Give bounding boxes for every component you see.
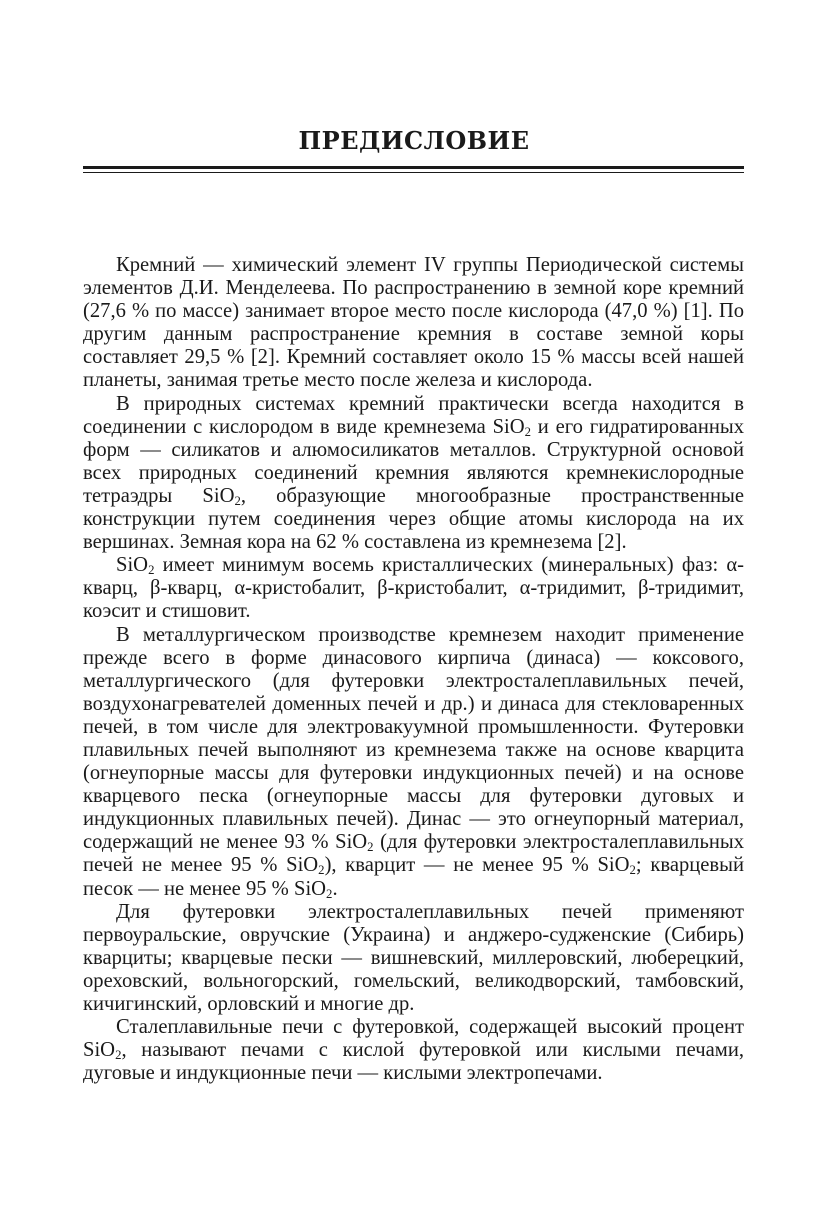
text-run: ), кварцит — не менее 95 % SiO: [324, 854, 630, 877]
subscript: 2: [367, 840, 374, 855]
subscript: 2: [148, 563, 155, 578]
subscript: 2: [524, 424, 532, 439]
subscript: 2: [234, 494, 241, 509]
text-run: Для футеровки электросталеплавильных печей применяют первоуральские, овручские (Украина) и анджеро-судженские (Сибирь) кварциты; кварцевые пески — вишневский, миллеровский, люберецкий, ореховский, вольногорский, гомельский, великодворский, тамбовский, кичигинский, орловский и многие др.: [83, 900, 744, 1015]
subscript: 2: [629, 863, 636, 878]
text-run: Кремний — химический элемент IV группы Периодической системы элементов Д.И. Менделеева. По распространению в земной коре кремний (27,6 % по массе) занимает второе место после кислорода (47,0 %) [1]. По другим данным распространение кремния в составе земной коры составляет 29,5 % [2]. Кремний составляет около 15 % массы всей нашей планеты, занимая третье место после железа и кислорода.: [83, 254, 744, 392]
paragraph: [83, 1016, 744, 1085]
text-run: и его гидратированных форм — силикатов и алюмосиликатов металлов. Структурной основой всех природных соединений кремния являются кремнекислородные тетраэдры SiO: [83, 415, 744, 507]
text-run: ; кварцевый песок — не менее 95 % SiO: [83, 854, 744, 900]
paragraph: [83, 554, 744, 623]
subscript: 2: [115, 1048, 122, 1063]
paragraph: [83, 393, 744, 555]
text-run: В природных системах кремний практически всегда находится в соединении с кислородом в виде кремнезема SiO: [83, 392, 744, 438]
text-run: В металлургическом производстве кремнезем находит применение прежде всего в форме динасового кирпича (динаса) — коксового, металлургического (для футеровки электросталеплавильных печей, воздухонагревателей доменных печей и др.) и динаса для стекловаренных печей, в том числе для электровакуумной промышленности. Футеровки плавильных печей выполняют из кремнезема также на основе кварцита (огнеупорные массы для футеровки индукционных печей) и на основе кварцевого песка (огнеупорные массы для футеровки дуговых и индукционных плавильных печей). Динас — это огнеупорный материал, содержащий не менее 93 % SiO: [83, 623, 744, 854]
text-run: Сталеплавильные печи с футеровкой, содержащей высокий процент SiO: [83, 1016, 744, 1062]
subscript: 2: [318, 863, 325, 878]
text-run: .: [332, 877, 338, 900]
page-title: ПРЕДИСЛОВИЕ: [298, 126, 530, 155]
text-run: SiO: [116, 554, 149, 577]
title-rule-thin: [83, 172, 744, 173]
paragraph: [83, 901, 744, 1016]
body-text: [83, 254, 744, 1085]
paragraph: [83, 254, 744, 393]
text-run: , называют печами с кислой футеровкой или кислыми печами, дуговые и индукционные печи — кислыми электропечами.: [83, 1039, 744, 1085]
paragraph: [83, 624, 744, 901]
text-run: (для футеровки электросталеплавильных печей не менее 95 % SiO: [83, 831, 744, 877]
title-rule-thick: [83, 166, 744, 169]
text-run: имеет минимум восемь кристаллических (минеральных) фаз: α-кварц, β-кварц, α-кристобалит, β-кристобалит, α-тридимит, β-тридимит, коэсит и стишовит.: [83, 554, 744, 623]
text-run: , образующие многообразные пространственные конструкции путем соединения через общие атомы кислорода на их вершинах. Земная кора на 62 % составлена из кремнезема [2].: [83, 484, 744, 554]
subscript: 2: [326, 886, 333, 901]
